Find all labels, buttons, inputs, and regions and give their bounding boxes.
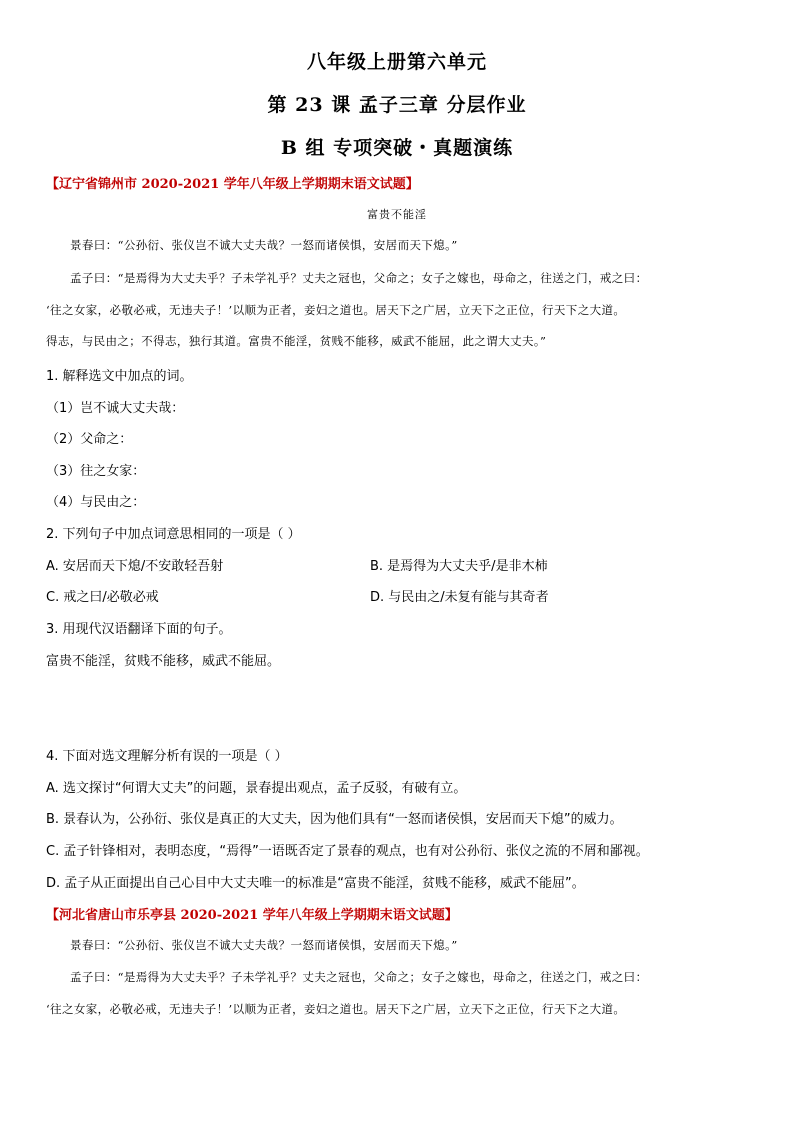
question-4: 4. 下面对选文理解分析有误的一项是（ ） [46,749,288,764]
passage-line: 景春曰：“公孙衍、张仪岂不诚大丈夫哉？一怒而诸侯惧，安居而天下熄。” [70,938,458,952]
passage-line: 孟子曰：“是焉得为大丈夫乎？子未学礼乎？丈夫之冠也，父命之；女子之嫁也，母命之，往送之门，戒之曰： [70,271,648,285]
question-2: 2. 下列句子中加点词意思相同的一项是（ ） [46,527,301,542]
question-1-item: （4）与民由之： [46,495,146,510]
passage-title: 富贵不能淫 [367,208,427,221]
unit-title: 八年级上册第六单元 [306,51,487,73]
question-1-item: （3）往之女家： [46,464,146,479]
question-2-option-b: B. 是焉得为大丈夫乎/是非木柿 [370,559,548,574]
source-label-2: 【河北省唐山市乐亭县 2020-2021 学年八年级上学期期末语文试题】 [46,908,458,923]
group-title: B 组 专项突破・真题演练 [280,137,514,159]
source-label-1: 【辽宁省锦州市 2020-2021 学年八年级上学期期末语文试题】 [46,177,419,192]
question-2-option-c: C. 戒之曰/必敬必戒 [46,590,159,605]
question-4-option-a: A. 选文探讨“何谓大丈夫”的问题，景春提出观点，孟子反驳，有破有立。 [46,781,467,796]
question-4-option-d: D. 孟子从正面提出自己心目中大丈夫唯一的标准是“富贵不能淫，贫贱不能移，威武不能屈”。 [46,876,585,891]
passage-line: ‘往之女家，必敬必戒，无违夫子！’以顺为正者，妾妇之道也。居天下之广居，立天下之正位，行天下之大道。 [46,1002,626,1016]
passage-line: ‘往之女家，必敬必戒，无违夫子！’以顺为正者，妾妇之道也。居天下之广居，立天下之正位，行天下之大道。 [46,303,626,317]
passage-line: 孟子曰：“是焉得为大丈夫乎？子未学礼乎？丈夫之冠也，父命之；女子之嫁也，母命之，往送之门，戒之曰： [70,970,648,984]
question-1-item: （2）父命之： [46,432,133,447]
question-4-option-b: B. 景春认为，公孙衍、张仪是真正的大丈夫，因为他们具有“一怒而诸侯惧，安居而天下熄”的威力。 [46,812,623,827]
question-3-sentence: 富贵不能淫，贫贱不能移，威武不能屈。 [46,654,281,669]
passage-line: 得志，与民由之；不得志，独行其道。富贵不能淫，贫贱不能移，威武不能屈，此之谓大丈夫。” [46,334,547,348]
passage-line: 景春曰：“公孙衍、张仪岂不诚大丈夫哉？一怒而诸侯惧，安居而天下熄。” [70,238,458,252]
question-1-item: （1）岂不诚大丈夫哉： [46,401,185,416]
question-2-option-a: A. 安居而天下熄/不安敢轻吾射 [46,559,224,574]
question-2-option-d: D. 与民由之/未复有能与其奇者 [370,590,549,605]
question-3: 3. 用现代汉语翻译下面的句子。 [46,622,232,637]
lesson-title: 第 23 课 孟子三章 分层作业 [267,94,527,116]
question-4-option-c: C. 孟子针锋相对，表明态度，“焉得”一语既否定了景春的观点，也有对公孙衍、张仪之流的不屑和鄙视。 [46,844,649,859]
question-1: 1. 解释选文中加点的词。 [46,369,193,384]
